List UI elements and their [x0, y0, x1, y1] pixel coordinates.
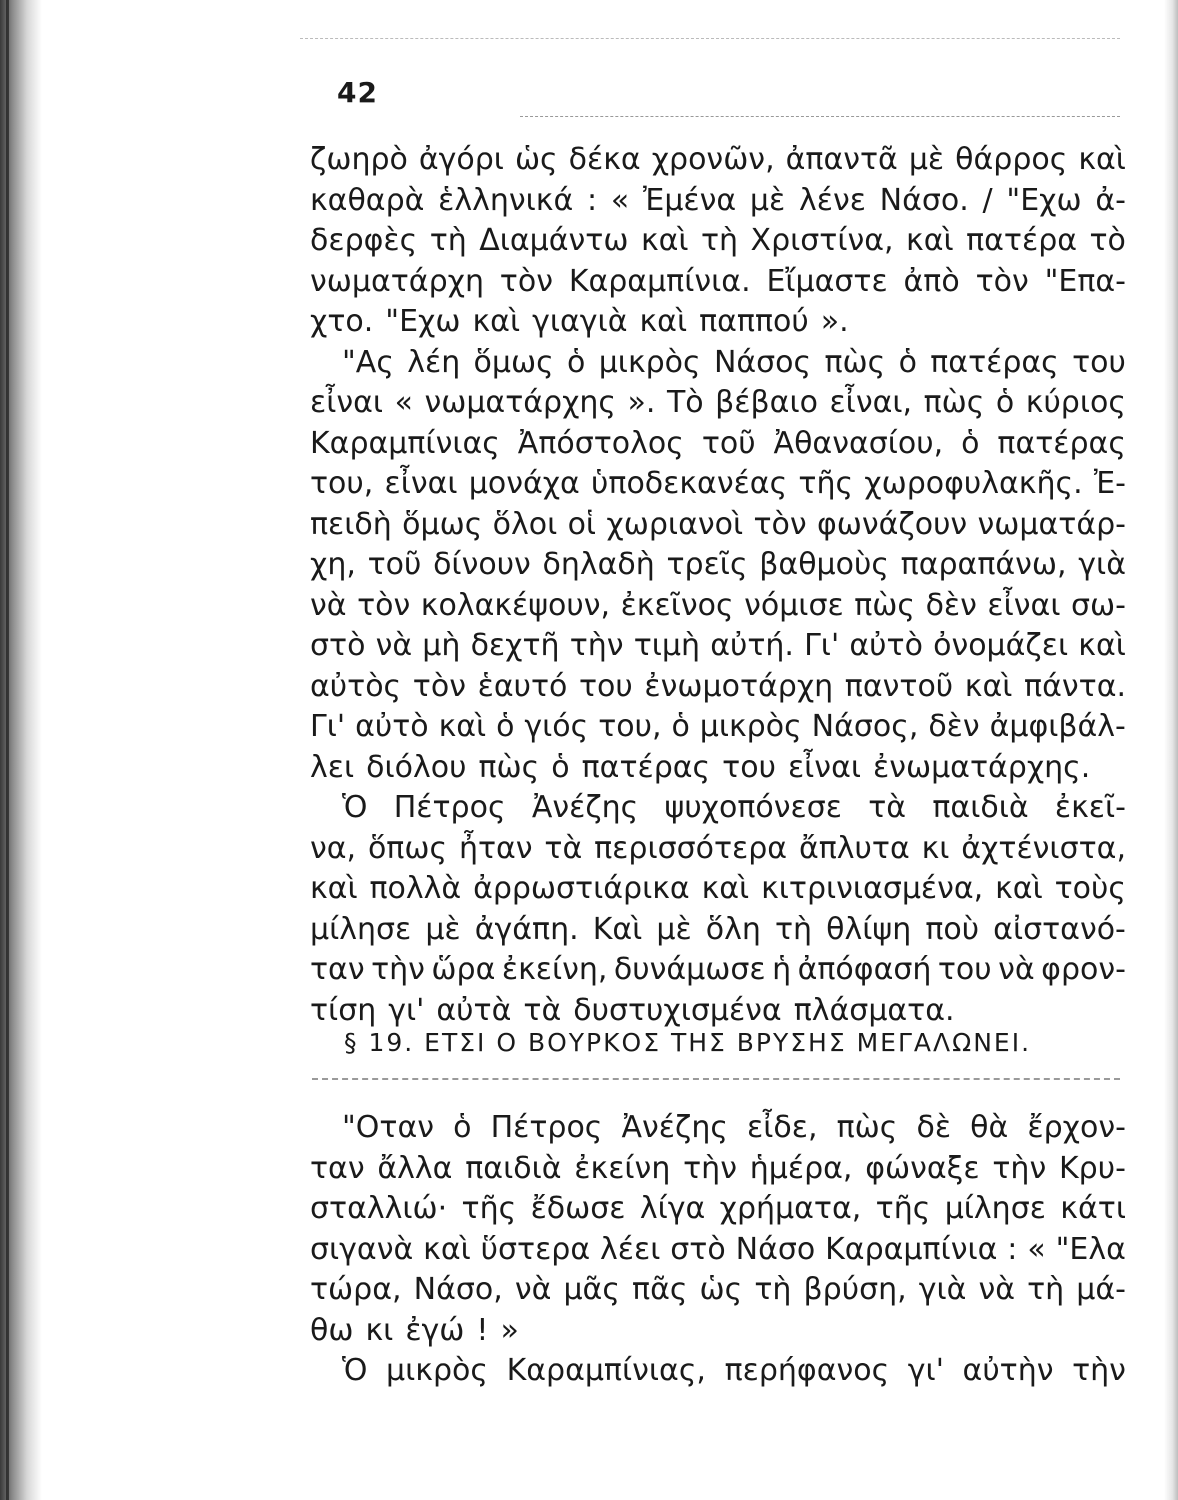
text-line: Ὁ Πέτρος Ἀνέζης ψυχοπόνεσε τὰ παιδιὰ ἐκεῖ- [342, 790, 1126, 825]
text-line: σιγανὰ καὶ ὕστερα λέει στὸ Νάσο Καραμπίνια : « "Ελα [310, 1231, 1126, 1267]
page-right-edge [1164, 0, 1178, 1500]
text-line: να, ὅπως ἦταν τὰ περισσότερα ἄπλυτα κι ἀχτένιστα, [310, 830, 1126, 866]
text-line: "Οταν ὁ Πέτρος Ἀνέζης εἶδε, πὼς δὲ θὰ ἔρχον- [342, 1110, 1126, 1145]
text-line: αὐτὸς τὸν ἑαυτό του ἐνωμοτάρχη παντοῦ καὶ πάντα. [310, 668, 1126, 704]
text-line: μίλησε μὲ ἀγάπη. Καὶ μὲ ὅλη τὴ θλίψη ποὺ αἰστανό- [310, 911, 1126, 947]
text-line: νωματάρχη τὸν Καραμπίνια. Εἴμαστε ἀπὸ τὸν "Επα- [310, 263, 1126, 299]
top-edge-rule [300, 38, 1120, 40]
text-line: Καραμπίνιας Ἀπόστολος τοῦ Ἀθανασίου, ὁ πατέρας [310, 425, 1126, 461]
text-line: ζωηρὸ ἀγόρι ὡς δέκα χρονῶν, ἀπαντᾶ μὲ θάρρος καὶ [310, 142, 1126, 177]
text-line: "Ας λέη ὅμως ὁ μικρὸς Νάσος πὼς ὁ πατέρας του [342, 344, 1126, 380]
section-heading-rule [312, 1078, 1120, 1081]
body-text-block-1 [310, 140, 1126, 1031]
text-line: τίση γι' αὐτὰ τὰ δυστυχισμένα πλάσματα. [310, 992, 955, 1028]
text-line: καὶ πολλὰ ἀρρωστιάρικα καὶ κιτρινιασμένα, καὶ τοὺς [310, 871, 1126, 906]
text-line: στὸ νὰ μὴ δεχτῆ τὴν τιμὴ αὐτή. Γι' αὐτὸ ὀνομάζει καὶ [310, 628, 1126, 663]
text-line: τώρα, Νάσο, νὰ μᾶς πᾶς ὡς τὴ βρύση, γιὰ νὰ τὴ μά- [310, 1272, 1126, 1307]
text-line: χη, τοῦ δίνουν δηλαδὴ τρεῖς βαθμοὺς παραπάνω, γιὰ [310, 547, 1126, 582]
text-line: λει διόλου πὼς ὁ πατέρας του εἶναι ἐνωματάρχης. [310, 749, 1091, 785]
text-line: Ὁ μικρὸς Καραμπίνιας, περήφανος γι' αὐτὴν τὴν [342, 1353, 1126, 1388]
header-rule [520, 116, 1120, 118]
text-line: πειδὴ ὅμως ὅλοι οἱ χωριανοὶ τὸν φωνάζουν νωματάρ- [310, 506, 1126, 542]
text-line: θω κι ἐγώ ! » [310, 1312, 519, 1348]
text-line: δερφὲς τὴ Διαμάντω καὶ τὴ Χριστίνα, καὶ πατέρα τὸ [310, 223, 1126, 258]
text-line: του, εἶναι μονάχα ὑποδεκανέας τῆς χωροφυλακῆς. Ἐ- [310, 466, 1126, 501]
page-number: 42 [337, 76, 378, 109]
text-line: Γι' αὐτὸ καὶ ὁ γιός του, ὁ μικρὸς Νάσος, δὲν ἀμφιβάλ- [310, 709, 1126, 744]
text-line: εἶναι « νωματάρχης ». Τὸ βέβαιο εἶναι, πὼς ὁ κύριος [310, 385, 1126, 420]
text-line: νὰ τὸν κολακέψουν, ἐκεῖνος νόμισε πὼς δὲν εἶναι σω- [310, 587, 1126, 623]
text-line: καθαρὰ ἑλληνικά : « Ἐμένα μὲ λένε Νάσο. / "Εχω ἀ- [310, 182, 1126, 218]
section-heading: § 19. ΕΤΣΙ Ο ΒΟΥΡΚΟΣ ΤΗΣ ΒΡΥΣΗΣ ΜΕΓΑΛΩΝΕΙ. [344, 1028, 1032, 1057]
text-line: ταν τὴν ὥρα ἐκείνη, δυνάμωσε ἡ ἀπόφασή του νὰ φρον- [310, 952, 1126, 987]
page-gutter-shadow [0, 0, 42, 1500]
text-line: ταν ἄλλα παιδιὰ ἐκείνη τὴν ἡμέρα, φώναξε τὴν Κρυ- [310, 1150, 1126, 1186]
text-line: χτο. "Εχω καὶ γιαγιὰ καὶ παππού ». [310, 304, 849, 339]
text-line: σταλλιώ· τῆς ἔδωσε λίγα χρήματα, τῆς μίλησε κάτι [310, 1191, 1126, 1226]
body-text-block-2 [310, 1108, 1126, 1392]
